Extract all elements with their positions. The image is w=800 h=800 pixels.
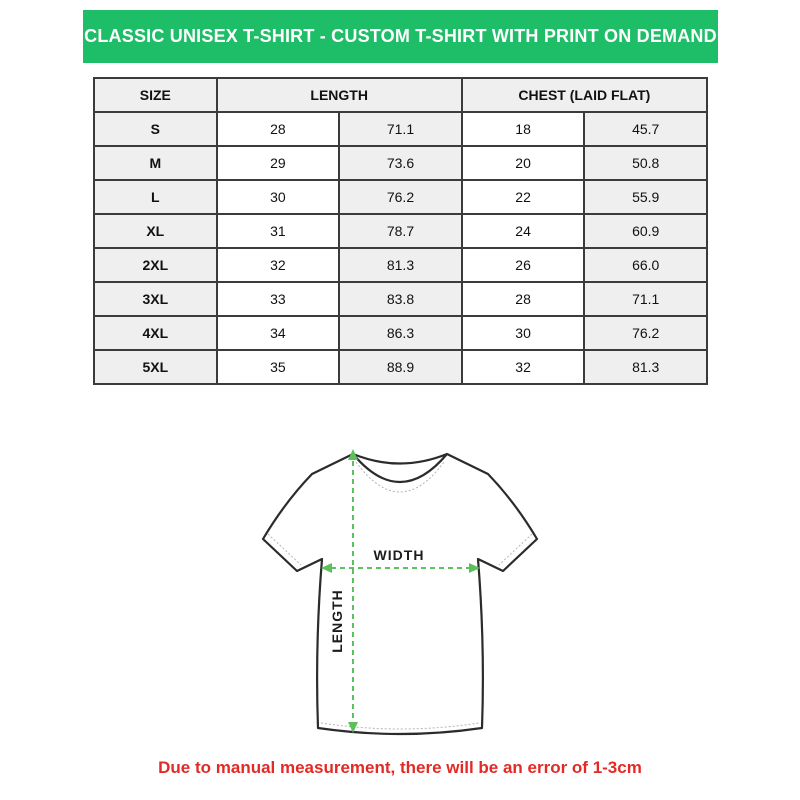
length-cm-cell: 86.3: [339, 316, 462, 350]
tshirt-outline: [263, 454, 537, 734]
length-cm-cell: 88.9: [339, 350, 462, 384]
length-in-cell: 31: [217, 214, 340, 248]
length-cm-cell: 83.8: [339, 282, 462, 316]
chest-cm-cell: 60.9: [584, 214, 707, 248]
table-row: [94, 112, 707, 146]
size-cell: 5XL: [94, 350, 217, 384]
chest-in-cell: 26: [462, 248, 585, 282]
size-cell: M: [94, 146, 217, 180]
chest-cm-cell: 66.0: [584, 248, 707, 282]
width-label: WIDTH: [373, 547, 425, 563]
length-in-cell: 33: [217, 282, 340, 316]
chest-cm-cell: 50.8: [584, 146, 707, 180]
table-row: [94, 316, 707, 350]
chest-in-cell: 18: [462, 112, 585, 146]
length-in-cell: 28: [217, 112, 340, 146]
size-cell: S: [94, 112, 217, 146]
table-row: [94, 146, 707, 180]
length-in-cell: 30: [217, 180, 340, 214]
measurement-note: Due to manual measurement, there will be an error of 1-3cm: [158, 758, 642, 777]
chest-cm-cell: 76.2: [584, 316, 707, 350]
tshirt-measurement-diagram: [255, 440, 545, 740]
size-cell: XL: [94, 214, 217, 248]
length-in-cell: 34: [217, 316, 340, 350]
table-row: [94, 350, 707, 384]
chest-cm-cell: 81.3: [584, 350, 707, 384]
header-row: [94, 78, 707, 112]
size-chart-table: [93, 77, 708, 385]
chest-cm-cell: 71.1: [584, 282, 707, 316]
length-cm-cell: 76.2: [339, 180, 462, 214]
title-banner: [83, 10, 718, 63]
chest-in-cell: 32: [462, 350, 585, 384]
size-cell: 3XL: [94, 282, 217, 316]
length-in-cell: 32: [217, 248, 340, 282]
length-in-cell: 29: [217, 146, 340, 180]
column-header-chest: CHEST (LAID FLAT): [462, 78, 707, 112]
column-header-size: SIZE: [94, 78, 217, 112]
page-title: CLASSIC UNISEX T-SHIRT - CUSTOM T-SHIRT WITH PRINT ON DEMAND: [84, 26, 717, 46]
length-label: LENGTH: [329, 589, 345, 653]
table-row: [94, 214, 707, 248]
length-in-cell: 35: [217, 350, 340, 384]
column-header-length: LENGTH: [217, 78, 462, 112]
length-cm-cell: 71.1: [339, 112, 462, 146]
chest-in-cell: 20: [462, 146, 585, 180]
table-row: [94, 180, 707, 214]
chest-in-cell: 22: [462, 180, 585, 214]
tshirt-diagram-svg: [255, 440, 545, 740]
length-cm-cell: 78.7: [339, 214, 462, 248]
table-row: [94, 282, 707, 316]
chest-in-cell: 24: [462, 214, 585, 248]
chest-cm-cell: 55.9: [584, 180, 707, 214]
length-cm-cell: 81.3: [339, 248, 462, 282]
size-cell: 4XL: [94, 316, 217, 350]
table-row: [94, 248, 707, 282]
size-cell: L: [94, 180, 217, 214]
chest-cm-cell: 45.7: [584, 112, 707, 146]
size-cell: 2XL: [94, 248, 217, 282]
chest-in-cell: 30: [462, 316, 585, 350]
chest-in-cell: 28: [462, 282, 585, 316]
length-cm-cell: 73.6: [339, 146, 462, 180]
